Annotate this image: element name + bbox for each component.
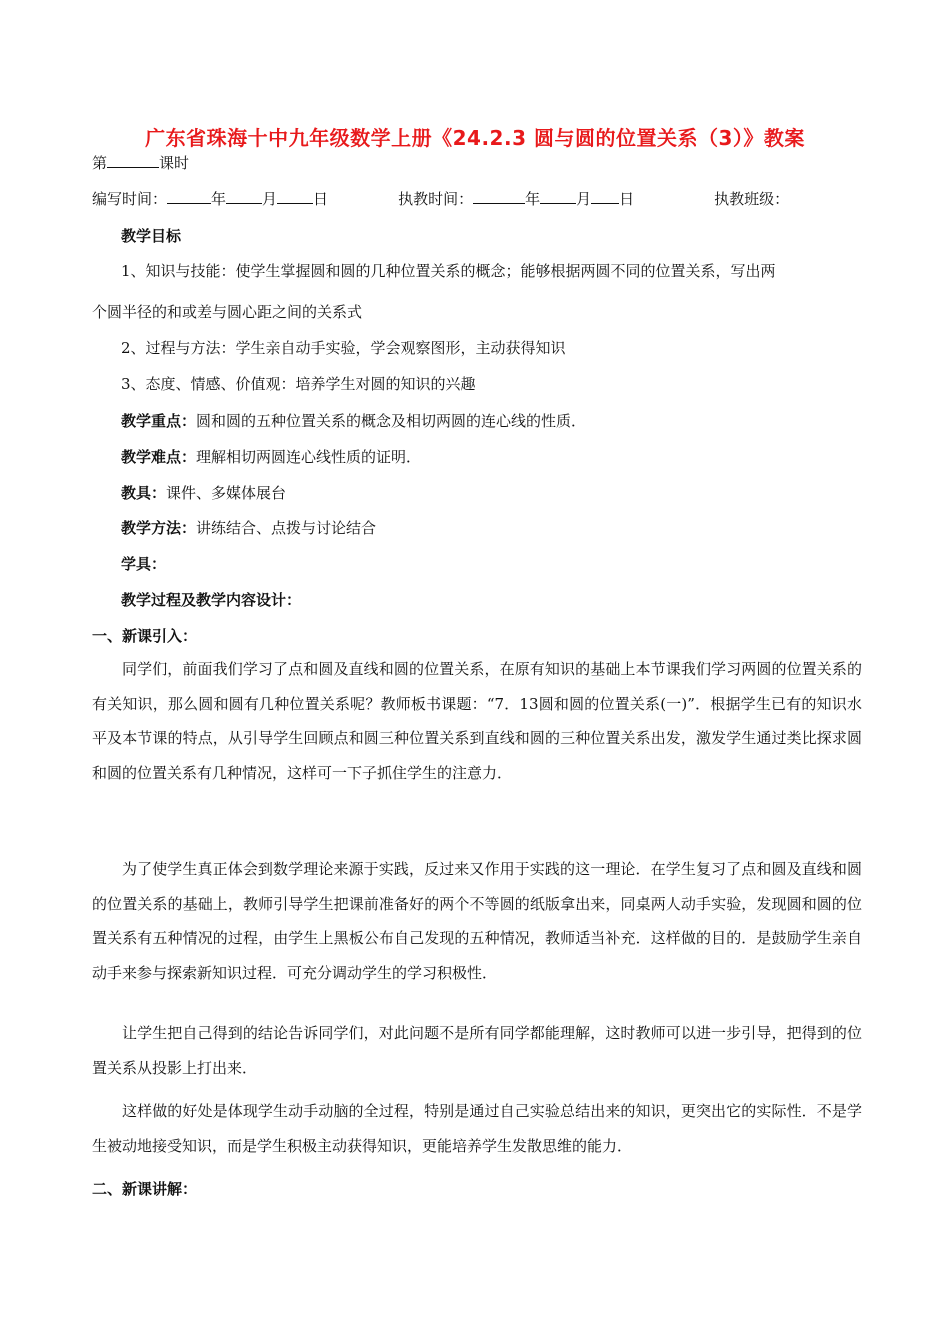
teach-year-blank bbox=[473, 189, 525, 204]
section-2-heading: 二、新课讲解： bbox=[92, 1180, 198, 1198]
lesson-suffix: 课时 bbox=[159, 154, 190, 172]
difficulty-text: 理解相切两圆连心线性质的证明． bbox=[196, 448, 422, 466]
teach-month-blank bbox=[540, 189, 576, 204]
teach-day-unit: 日 bbox=[619, 190, 635, 208]
lesson-number-line bbox=[92, 152, 189, 173]
student-tools-label: 学具： bbox=[121, 555, 167, 573]
write-time-label: 编写时间： bbox=[92, 190, 168, 208]
teach-month-unit: 月 bbox=[576, 190, 592, 208]
teach-time-label: 执教时间： bbox=[398, 190, 474, 208]
section-1-paragraph-1: 同学们，前面我们学习了点和圆及直线和圆的位置关系，在原有知识的基础上本节课我们学习两圆的位置关系的有关知识，那么圆和圆有几种位置关系呢？教师板书课题：“7．13圆和圆的位置关系(一)”．根据学生已有的知识水平及本节课的特点，从引导学生回顾点和圆三种位置关系到直线和圆的三种位置关系出发，激发学生通过类比探求圆和圆的位置关系有几种情况，这样可一下子抓住学生的注意力． bbox=[92, 660, 862, 782]
lesson-number-blank bbox=[107, 153, 159, 168]
process-heading: 教学过程及教学内容设计： bbox=[121, 591, 302, 609]
teach-class-label: 执教班级： bbox=[714, 190, 790, 208]
document-title: 广东省珠海十中九年级数学上册《24.2.3 圆与圆的位置关系（3）》教案 bbox=[145, 126, 805, 150]
write-day-unit: 日 bbox=[313, 190, 329, 208]
goal-item-1: 1、知识与技能：使学生掌握圆和圆的几种位置关系的概念；能够根据两圆不同的位置关系，写出两 bbox=[121, 262, 776, 280]
tools-line bbox=[121, 482, 286, 503]
section-1-paragraph-4: 这样做的好处是体现学生动手动脑的全过程，特别是通过自己实验总结出来的知识，更突出它的实际性．不是学生被动地接受知识，而是学生积极主动获得知识，更能培养学生发散思维的能力． bbox=[92, 1102, 862, 1155]
write-month-blank bbox=[226, 189, 262, 204]
goal-item-1-cont: 个圆半径的和或差与圆心距之间的关系式 bbox=[92, 303, 363, 321]
teach-day-blank bbox=[591, 189, 619, 204]
write-day-blank bbox=[277, 189, 313, 204]
write-year-blank bbox=[167, 189, 211, 204]
goals-heading: 教学目标 bbox=[121, 227, 182, 245]
difficulty-line bbox=[121, 446, 421, 467]
lesson-prefix: 第 bbox=[92, 154, 108, 172]
key-point-label: 教学重点： bbox=[121, 412, 197, 430]
section-1-heading: 一、新课引入： bbox=[92, 627, 198, 645]
difficulty-label: 教学难点： bbox=[121, 448, 197, 466]
key-point-line bbox=[121, 410, 586, 431]
method-line bbox=[121, 517, 376, 538]
goal-item-3: 3、态度、情感、价值观：培养学生对圆的知识的兴趣 bbox=[121, 375, 476, 393]
section-1-paragraph-3: 让学生把自己得到的结论告诉同学们，对此问题不是所有同学都能理解，这时教师可以进一步引导，把得到的位置关系从投影上打出来． bbox=[92, 1024, 862, 1077]
teach-year-unit: 年 bbox=[525, 190, 541, 208]
section-1-paragraph-2: 为了使学生真正体会到数学理论来源于实践，反过来又作用于实践的这一理论．在学生复习了点和圆及直线和圆的位置关系的基础上，教师引导学生把课前准备好的两个不等圆的纸版拿出来，同桌两人动手实验，发现圆和圆的位置关系有五种情况的过程，由学生上黑板公布自己发现的五种情况，教师适当补充．这样做的目的．是鼓励学生亲自动手来参与探索新知识过程．可充分调动学生的学习积极性． bbox=[92, 860, 862, 982]
method-label: 教学方法： bbox=[121, 519, 197, 537]
key-point-text: 圆和圆的五种位置关系的概念及相切两圆的连心线的性质． bbox=[196, 412, 587, 430]
method-text: 讲练结合、点拨与讨论结合 bbox=[196, 519, 377, 537]
goal-item-2: 2、过程与方法：学生亲自动手实验，学会观察图形，主动获得知识 bbox=[121, 339, 566, 357]
tools-label: 教具： bbox=[121, 484, 167, 502]
write-year-unit: 年 bbox=[211, 190, 227, 208]
write-month-unit: 月 bbox=[262, 190, 278, 208]
time-line bbox=[92, 188, 789, 209]
tools-text: 课件、多媒体展台 bbox=[166, 484, 287, 502]
